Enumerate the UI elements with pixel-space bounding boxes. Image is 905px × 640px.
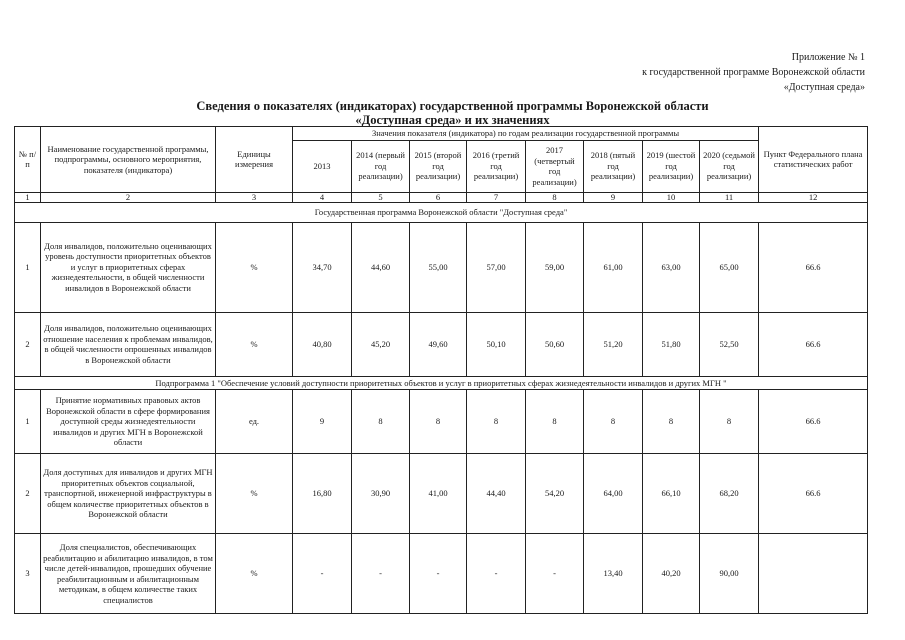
row-value: 40,80 — [293, 312, 352, 376]
section-row-program — [15, 202, 868, 222]
row-value: 50,60 — [526, 312, 584, 376]
row-value: 44,60 — [352, 222, 410, 312]
column-number: 8 — [526, 192, 584, 202]
row-unit: % — [216, 222, 293, 312]
row-name: Доля доступных для инвалидов и других МГН приоритетных объектов социальной, транспортной, инженерной инфраструктуры в общем количестве приоритетных объектов в Воронежской области — [41, 454, 216, 534]
column-numbers-row — [15, 192, 868, 202]
row-unit: % — [216, 312, 293, 376]
row-value: 34,70 — [293, 222, 352, 312]
row-num: 1 — [15, 222, 41, 312]
row-value: 66,10 — [643, 454, 700, 534]
row-name: Доля инвалидов, положительно оценивающих уровень доступности приоритетных объектов и услуг в приоритетных сферах жизнедеятельности, в общей численности инвалидов в Воронежской области — [41, 222, 216, 312]
row-name: Доля специалистов, обеспечивающих реабилитацию и абилитацию инвалидов, в том числе детей-инвалидов, прошедших обучение реабилитационным и абилитационным методикам, в общем количестве таких специалистов — [41, 534, 216, 614]
column-number: 10 — [643, 192, 700, 202]
row-value: 16,80 — [293, 454, 352, 534]
row-value: 49,60 — [410, 312, 467, 376]
header-year: 2013 — [293, 140, 352, 192]
header-num: № п/п — [15, 127, 41, 193]
section-row-subprogram — [15, 376, 868, 390]
row-value: 41,00 — [410, 454, 467, 534]
row-fed: 66.6 — [759, 454, 868, 534]
row-value: 9 — [293, 390, 352, 454]
column-number: 2 — [41, 192, 216, 202]
row-value: 54,20 — [526, 454, 584, 534]
row-value: - — [352, 534, 410, 614]
row-num: 2 — [15, 312, 41, 376]
column-number: 6 — [410, 192, 467, 202]
row-value: 65,00 — [700, 222, 759, 312]
row-value: 57,00 — [467, 222, 526, 312]
row-value: 40,20 — [643, 534, 700, 614]
appendix-line-3: «Доступная среда» — [783, 82, 865, 93]
row-value: 52,50 — [700, 312, 759, 376]
document-title-line-1: Сведения о показателях (индикаторах) государственной программы Воронежской области — [196, 99, 709, 113]
header-fed-plan: Пункт Федерального плана статистических работ — [759, 127, 868, 193]
row-num: 2 — [15, 454, 41, 534]
row-value: 59,00 — [526, 222, 584, 312]
row-value: 8 — [584, 390, 643, 454]
row-value: - — [526, 534, 584, 614]
row-value: 50,10 — [467, 312, 526, 376]
column-number: 7 — [467, 192, 526, 202]
row-value: 8 — [700, 390, 759, 454]
appendix-line-1: Приложение № 1 — [791, 52, 865, 63]
row-unit: % — [216, 534, 293, 614]
appendix-block — [642, 50, 865, 95]
appendix-line-2: к государственной программе Воронежской области — [642, 67, 865, 78]
document-title-line-2: «Доступная среда» и их значениях — [355, 113, 550, 127]
row-value: 8 — [410, 390, 467, 454]
row-unit: % — [216, 454, 293, 534]
row-num: 3 — [15, 534, 41, 614]
table-row — [15, 222, 868, 312]
row-value: 13,40 — [584, 534, 643, 614]
section-title: Государственная программа Воронежской области "Доступная среда" — [15, 202, 868, 222]
row-value: 55,00 — [410, 222, 467, 312]
section-title: Подпрограмма 1 "Обеспечение условий доступности приоритетных объектов и услуг в приоритетных сферах жизнедеятельности инвалидов и других МГН " — [15, 376, 868, 390]
row-value: - — [293, 534, 352, 614]
row-unit: ед. — [216, 390, 293, 454]
column-number: 9 — [584, 192, 643, 202]
row-value: 8 — [467, 390, 526, 454]
row-value: 63,00 — [643, 222, 700, 312]
header-unit: Единицы измерения — [216, 127, 293, 193]
row-fed: 66.6 — [759, 222, 868, 312]
row-value: 51,80 — [643, 312, 700, 376]
row-value: 44,40 — [467, 454, 526, 534]
header-year: 2019 (шестой год реализации) — [643, 140, 700, 192]
column-number: 4 — [293, 192, 352, 202]
table-row — [15, 534, 868, 614]
row-name: Принятие нормативных правовых актов Воронежской области в сфере формирования доступной среды жизнедеятельности инвалидов и других МГН в Воронежской области — [41, 390, 216, 454]
column-number: 3 — [216, 192, 293, 202]
header-year: 2014 (первый год реализации) — [352, 140, 410, 192]
column-number: 11 — [700, 192, 759, 202]
row-value: 45,20 — [352, 312, 410, 376]
table-row — [15, 390, 868, 454]
table-row — [15, 454, 868, 534]
row-value: 68,20 — [700, 454, 759, 534]
header-name: Наименование государственной программы, подпрограммы, основного мероприятия, показателя (индикатора) — [41, 127, 216, 193]
row-value: - — [467, 534, 526, 614]
header-row-1 — [15, 127, 868, 141]
row-value: 30,90 — [352, 454, 410, 534]
row-name: Доля инвалидов, положительно оценивающих отношение населения к проблемам инвалидов, в общей численности опрошенных инвалидов в Воронежской области — [41, 312, 216, 376]
row-fed: 66.6 — [759, 312, 868, 376]
table-row — [15, 312, 868, 376]
column-number: 5 — [352, 192, 410, 202]
row-value: 8 — [352, 390, 410, 454]
row-value: 64,00 — [584, 454, 643, 534]
row-fed — [759, 534, 868, 614]
column-number: 12 — [759, 192, 868, 202]
header-year: 2015 (второй год реализации) — [410, 140, 467, 192]
header-year: 2016 (третий год реализации) — [467, 140, 526, 192]
row-fed: 66.6 — [759, 390, 868, 454]
row-value: 90,00 — [700, 534, 759, 614]
indicators-table — [14, 126, 868, 614]
header-year: 2020 (седьмой год реализации) — [700, 140, 759, 192]
row-num: 1 — [15, 390, 41, 454]
row-value: 51,20 — [584, 312, 643, 376]
row-value: - — [410, 534, 467, 614]
column-number: 1 — [15, 192, 41, 202]
row-value: 8 — [526, 390, 584, 454]
header-year: 2018 (пятый год реализации) — [584, 140, 643, 192]
row-value: 61,00 — [584, 222, 643, 312]
header-year: 2017 (четвертый год реализации) — [526, 140, 584, 192]
row-value: 8 — [643, 390, 700, 454]
header-values-group: Значения показателя (индикатора) по годам реализации государственной программы — [293, 127, 759, 141]
